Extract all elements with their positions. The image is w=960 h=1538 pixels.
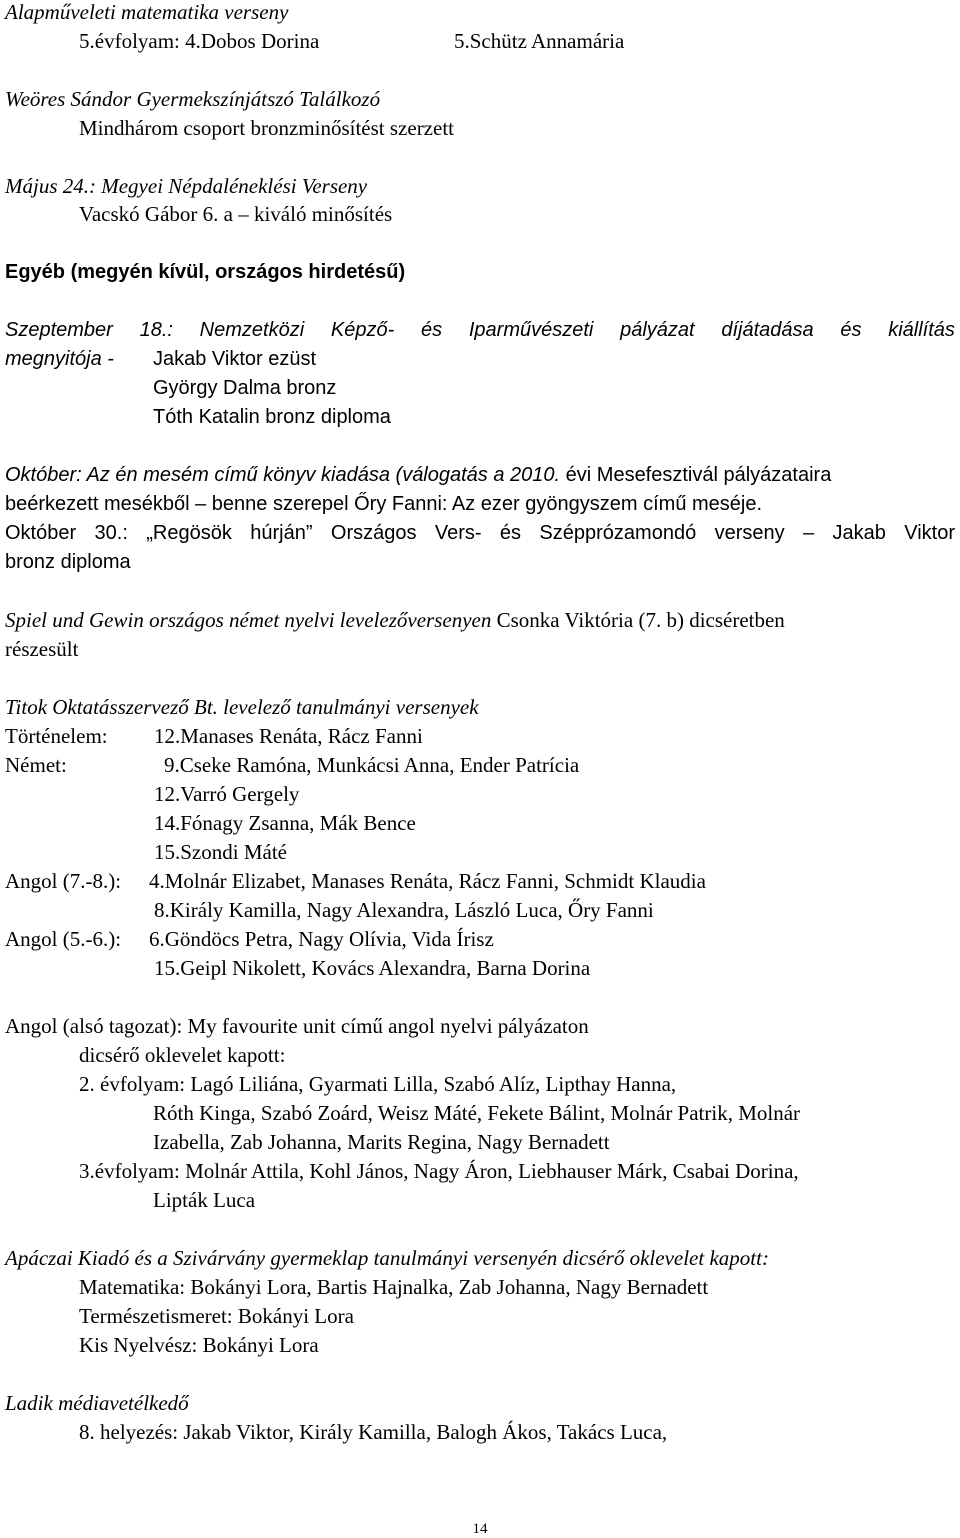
section-label: megnyitója - bbox=[5, 348, 114, 370]
section-title-weores: Weöres Sándor Gyermekszínjátszó Találkozó bbox=[5, 87, 381, 111]
word: Október bbox=[5, 522, 77, 544]
result-line: 5.évfolyam: 4.Dobos Dorina bbox=[79, 29, 320, 53]
word: Országos bbox=[330, 522, 417, 544]
word: 30.: bbox=[94, 522, 128, 544]
paragraph-line: 2. évfolyam: Lagó Liliána, Gyarmati Lilla, Szabó Alíz, Lipthay Hanna, bbox=[79, 1072, 677, 1096]
section-title-alapmuveleti: Alapműveleti matematika verseny bbox=[5, 0, 289, 24]
row-value: 15.Geipl Nikolett, Kovács Alexandra, Barna Dorina bbox=[154, 956, 591, 980]
paragraph-line bbox=[5, 523, 955, 543]
paragraph-line: Róth Kinga, Szabó Zoárd, Weisz Máté, Fekete Bálint, Molnár Patrik, Molnár bbox=[153, 1101, 801, 1125]
result-line: Mindhárom csoport bronzminősítést szerzett bbox=[79, 116, 454, 140]
row-label: Angol (7.-8.): bbox=[5, 869, 122, 893]
word: verseny bbox=[714, 522, 785, 544]
section-title-oktober bbox=[5, 465, 831, 485]
section-title-ladik: Ladik médiavetélkedő bbox=[5, 1391, 189, 1415]
word: díjátadása bbox=[721, 319, 814, 341]
list-item: Kis Nyelvész: Bokányi Lora bbox=[79, 1333, 319, 1357]
paragraph-line: Izabella, Zab Johanna, Marits Regina, Nagy Bernadett bbox=[153, 1130, 610, 1154]
word: „Regösök bbox=[146, 522, 232, 544]
paragraph-line: 8. helyezés: Jakab Viktor, Király Kamilla, Balogh Ákos, Takács Luca, bbox=[79, 1420, 668, 1444]
paragraph-line: dicsérő oklevelet kapott: bbox=[79, 1043, 286, 1067]
section-heading-egyeb: Egyéb (megyén kívül, országos hirdetésű) bbox=[5, 261, 406, 283]
row-value: 6.Göndöcs Petra, Nagy Olívia, Vida Írisz bbox=[149, 927, 494, 951]
section-title-majus: Május 24.: Megyei Népdaléneklési Verseny bbox=[5, 174, 368, 198]
list-item: Tóth Katalin bronz diploma bbox=[153, 406, 391, 428]
page-number: 14 bbox=[472, 1521, 488, 1537]
row-label: Német: bbox=[5, 753, 67, 777]
row-label: Angol (5.-6.): bbox=[5, 927, 122, 951]
list-item: Matematika: Bokányi Lora, Bartis Hajnalka, Zab Johanna, Nagy Bernadett bbox=[79, 1275, 709, 1299]
word: kiállítás bbox=[888, 319, 955, 341]
text: évi Mesefesztivál pályázataira bbox=[565, 464, 832, 486]
italic-text: Spiel und Gewin országos német nyelvi levelezőversenyen bbox=[5, 608, 492, 632]
row-label: Történelem: bbox=[5, 724, 108, 748]
paragraph-line: 3.évfolyam: Molnár Attila, Kohl János, Nagy Áron, Liebhauser Márk, Csabai Dorina, bbox=[79, 1159, 799, 1183]
row-value: 12.Manases Renáta, Rácz Fanni bbox=[154, 724, 423, 748]
word: Viktor bbox=[904, 522, 955, 544]
result-line: Vacskó Gábor 6. a – kiváló minősítés bbox=[79, 202, 393, 226]
row-value: 4.Molnár Elizabet, Manases Renáta, Rácz Fanni, Schmidt Klaudia bbox=[149, 869, 706, 893]
word: és bbox=[421, 319, 443, 341]
word: 18.: bbox=[139, 319, 173, 341]
word: húrján” bbox=[250, 522, 313, 544]
word: és bbox=[499, 522, 522, 544]
paragraph-line: Lipták Luca bbox=[153, 1188, 256, 1212]
row-value: 12.Varró Gergely bbox=[154, 782, 300, 806]
section-title-apaczai: Apáczai Kiadó és a Szivárvány gyermeklap tanulmányi versenyén dicsérő oklevelet kapott: bbox=[5, 1246, 769, 1270]
paragraph-line: részesült bbox=[5, 637, 79, 661]
word: – bbox=[802, 522, 815, 544]
word: Jakab bbox=[832, 522, 886, 544]
list-item: György Dalma bronz bbox=[153, 377, 337, 399]
section-title-angol: Angol (alsó tagozat): My favourite unit című angol nyelvi pályázaton bbox=[5, 1014, 589, 1038]
section-title-szeptember bbox=[5, 320, 955, 340]
paragraph-line: beérkezett mesékből – benne szerepel Őry Fanni: Az ezer gyöngyszem című meséje. bbox=[5, 493, 763, 515]
word: Nemzetközi bbox=[199, 319, 305, 341]
list-item: Természetismeret: Bokányi Lora bbox=[79, 1304, 354, 1328]
word: Szépprózamondó bbox=[539, 522, 697, 544]
row-value: 8.Király Kamilla, Nagy Alexandra, László Luca, Őry Fanni bbox=[154, 898, 654, 922]
result-line: 5.Schütz Annamária bbox=[454, 29, 625, 53]
word: Szeptember bbox=[5, 319, 113, 341]
word: és bbox=[840, 319, 862, 341]
section-title-spiel bbox=[5, 610, 785, 631]
paragraph-line: bronz diploma bbox=[5, 551, 131, 573]
row-value: 15.Szondi Máté bbox=[154, 840, 287, 864]
row-value: 14.Fónagy Zsanna, Mák Bence bbox=[154, 811, 416, 835]
list-item: Jakab Viktor ezüst bbox=[153, 348, 317, 370]
italic-text: Október: Az én mesém című könyv kiadása (válogatás a 2010. bbox=[5, 464, 561, 486]
word: Iparművészeti bbox=[468, 319, 594, 341]
word: Vers- bbox=[434, 522, 482, 544]
section-title-titok: Titok Oktatásszervező Bt. levelező tanulmányi versenyek bbox=[5, 695, 479, 719]
row-value: 9.Cseke Ramóna, Munkácsi Anna, Ender Patrícia bbox=[164, 753, 580, 777]
text: Csonka Viktória (7. b) dicséretben bbox=[496, 608, 785, 632]
word: pályázat bbox=[620, 319, 695, 341]
word: Képző- bbox=[330, 319, 395, 341]
